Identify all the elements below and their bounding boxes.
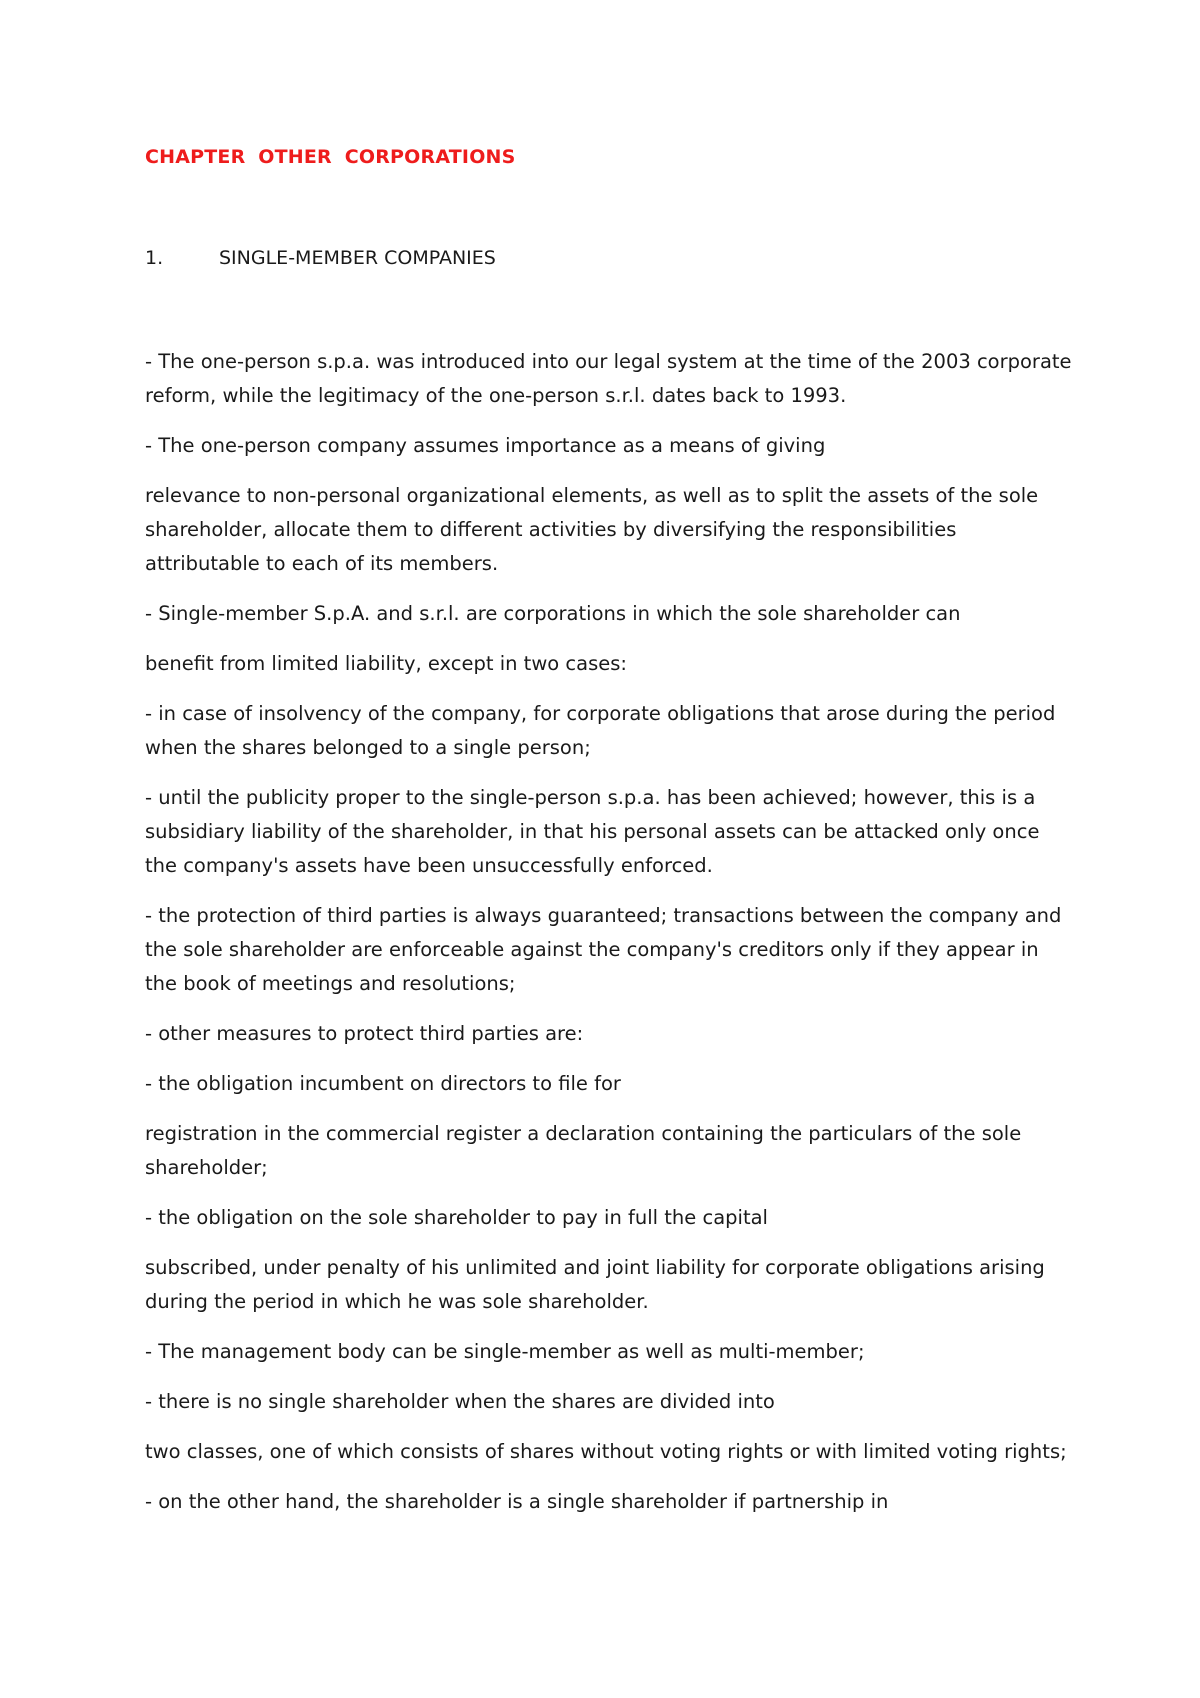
paragraph: - Single-member S.p.A. and s.r.l. are corporations in which the sole shareholder can bbox=[145, 602, 961, 625]
section-number: 1. bbox=[145, 247, 164, 269]
paragraph: - the obligation on the sole shareholder to pay in full the capital bbox=[145, 1206, 768, 1229]
paragraph: - The one-person s.p.a. was introduced into our legal system at the time of the 2003 corporate reform, while the legitimacy of the one-person s.r.l. dates back to 1993. bbox=[145, 350, 1072, 407]
section-title: SINGLE-MEMBER COMPANIES bbox=[219, 247, 496, 269]
paragraph: two classes, one of which consists of shares without voting rights or with limited voting rights; bbox=[145, 1440, 1067, 1463]
section-heading bbox=[145, 247, 496, 269]
paragraph: - the obligation incumbent on directors to file for bbox=[145, 1072, 621, 1095]
paragraph: - The management body can be single-member as well as multi-member; bbox=[145, 1340, 865, 1363]
chapter-title: CHAPTER OTHER CORPORATIONS bbox=[145, 146, 516, 168]
paragraph: benefit from limited liability, except in two cases: bbox=[145, 652, 627, 675]
paragraph: registration in the commercial register a declaration containing the particulars of the sole shareholder; bbox=[145, 1122, 1022, 1179]
paragraph: - there is no single shareholder when the shares are divided into bbox=[145, 1390, 775, 1413]
paragraph: relevance to non-personal organizational elements, as well as to split the assets of the sole shareholder, allocate them to different activities by diversifying the responsibilities attributable to each of its members. bbox=[145, 484, 1039, 575]
paragraph: - until the publicity proper to the single-person s.p.a. has been achieved; however, this is a subsidiary liability of the shareholder, in that his personal assets can be attacked only once the company's assets have been unsuccessfully enforced. bbox=[145, 786, 1040, 877]
paragraph: subscribed, under penalty of his unlimited and joint liability for corporate obligations arising during the period in which he was sole shareholder. bbox=[145, 1256, 1045, 1313]
paragraph: - other measures to protect third parties are: bbox=[145, 1022, 584, 1045]
document-body bbox=[145, 345, 1075, 1535]
paragraph: - the protection of third parties is always guaranteed; transactions between the company and the sole shareholder are enforceable against the company's creditors only if they appear in the book of meetings and resolutions; bbox=[145, 904, 1062, 995]
paragraph: - in case of insolvency of the company, for corporate obligations that arose during the period when the shares belonged to a single person; bbox=[145, 702, 1056, 759]
paragraph: - The one-person company assumes importance as a means of giving bbox=[145, 434, 826, 457]
paragraph: - on the other hand, the shareholder is a single shareholder if partnership in bbox=[145, 1490, 889, 1513]
